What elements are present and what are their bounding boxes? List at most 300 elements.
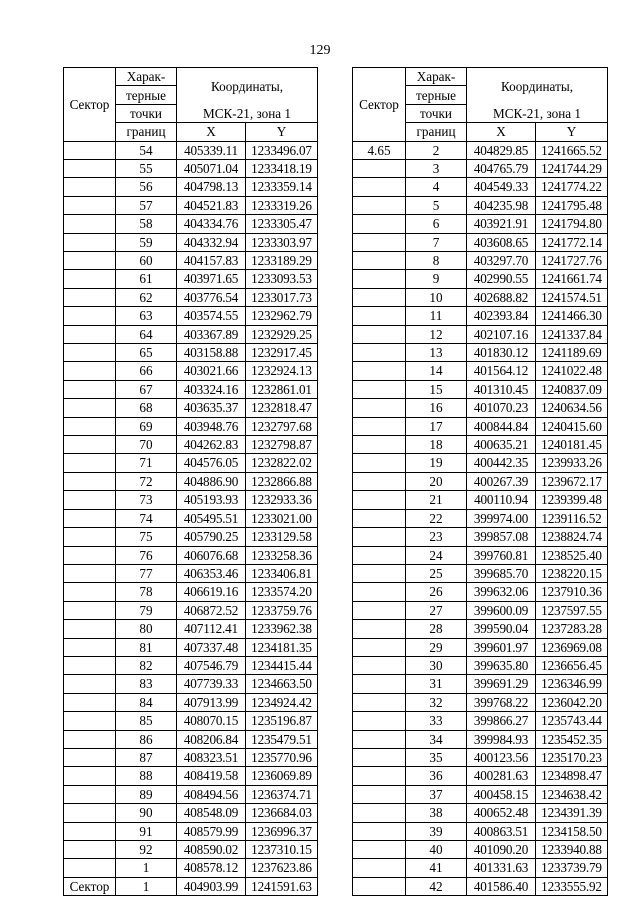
- x-coordinate-cell: 407739.33: [177, 675, 246, 693]
- y-coordinate-cell: 1236042.20: [536, 693, 608, 711]
- sector-cell: [353, 767, 406, 785]
- sector-cell: [64, 196, 116, 214]
- point-number-cell: 37: [406, 785, 467, 803]
- y-coordinate-cell: 1233319.26: [246, 196, 318, 214]
- point-number-cell: 70: [116, 436, 177, 454]
- point-number-cell: 60: [116, 252, 177, 270]
- table-row: [353, 509, 608, 527]
- x-coordinate-cell: 400652.48: [467, 804, 536, 822]
- point-number-cell: 24: [406, 546, 467, 564]
- table-row: [64, 344, 318, 362]
- point-number-cell: 17: [406, 417, 467, 435]
- y-coordinate-cell: 1233093.53: [246, 270, 318, 288]
- point-number-cell: 76: [116, 546, 177, 564]
- y-coordinate-cell: 1233962.38: [246, 620, 318, 638]
- table-row: [64, 583, 318, 601]
- point-number-cell: 15: [406, 380, 467, 398]
- sector-cell: [353, 877, 406, 895]
- sector-cell: [64, 233, 116, 251]
- sector-cell: [64, 252, 116, 270]
- table-row: [353, 436, 608, 454]
- x-coordinate-cell: 408578.12: [177, 859, 246, 877]
- sector-cell: [353, 601, 406, 619]
- point-number-cell: 36: [406, 767, 467, 785]
- table-row: [64, 841, 318, 859]
- page-number: 129: [309, 43, 331, 58]
- sector-cell: [64, 178, 116, 196]
- table-row: [64, 620, 318, 638]
- y-coordinate-cell: 1240837.09: [536, 380, 608, 398]
- table-row: [353, 233, 608, 251]
- point-number-cell: 86: [116, 730, 177, 748]
- y-coordinate-cell: 1236346.99: [536, 675, 608, 693]
- table-row: [64, 748, 318, 766]
- point-number-cell: 4: [406, 178, 467, 196]
- sector-cell: [353, 656, 406, 674]
- x-coordinate-cell: 404829.85: [467, 141, 536, 159]
- table-row: [64, 712, 318, 730]
- sector-cell: [353, 785, 406, 803]
- sector-cell: [64, 159, 116, 177]
- point-number-cell: 2: [406, 141, 467, 159]
- x-coordinate-cell: 407913.99: [177, 693, 246, 711]
- table-row: [353, 307, 608, 325]
- sector-cell: [353, 748, 406, 766]
- point-number-cell: 67: [116, 380, 177, 398]
- point-number-cell: 83: [116, 675, 177, 693]
- point-number-cell: 19: [406, 454, 467, 472]
- table-row: [64, 767, 318, 785]
- x-coordinate-cell: 400458.15: [467, 785, 536, 803]
- y-coordinate-cell: 1232924.13: [246, 362, 318, 380]
- x-coordinate-cell: 408323.51: [177, 748, 246, 766]
- table-row: [64, 215, 318, 233]
- table-row: [64, 822, 318, 840]
- table-row: [353, 638, 608, 656]
- table-row: [353, 159, 608, 177]
- y-coordinate-cell: 1233305.47: [246, 215, 318, 233]
- y-coordinate-cell: 1233359.14: [246, 178, 318, 196]
- x-coordinate-cell: 403574.55: [177, 307, 246, 325]
- x-coordinate-cell: 406353.46: [177, 564, 246, 582]
- point-number-cell: 34: [406, 730, 467, 748]
- sector-cell: [64, 380, 116, 398]
- sector-cell: [353, 583, 406, 601]
- point-number-cell: 84: [116, 693, 177, 711]
- table-row: [353, 472, 608, 490]
- table-row: [353, 748, 608, 766]
- sector-cell: [353, 270, 406, 288]
- y-coordinate-cell: 1238220.15: [536, 564, 608, 582]
- sector-cell: [64, 399, 116, 417]
- table-row: [64, 675, 318, 693]
- point-number-cell: 78: [116, 583, 177, 601]
- point-number-cell: 22: [406, 509, 467, 527]
- sector-cell: [353, 454, 406, 472]
- point-number-cell: 85: [116, 712, 177, 730]
- sector-cell: [64, 712, 116, 730]
- sector-cell: [64, 693, 116, 711]
- y-coordinate-cell: 1232929.25: [246, 325, 318, 343]
- x-coordinate-cell: 403367.89: [177, 325, 246, 343]
- table-row: [64, 325, 318, 343]
- sector-cell: [353, 344, 406, 362]
- y-coordinate-cell: 1234663.50: [246, 675, 318, 693]
- point-number-cell: 56: [116, 178, 177, 196]
- y-coordinate-cell: 1234898.47: [536, 767, 608, 785]
- point-number-cell: 54: [116, 141, 177, 159]
- x-coordinate-cell: 404798.13: [177, 178, 246, 196]
- y-coordinate-cell: 1237623.86: [246, 859, 318, 877]
- sector-cell: [64, 785, 116, 803]
- sector-cell: [353, 472, 406, 490]
- sector-cell: [64, 344, 116, 362]
- y-coordinate-cell: 1233739.79: [536, 859, 608, 877]
- y-coordinate-cell: 1236374.71: [246, 785, 318, 803]
- sector-cell: [64, 270, 116, 288]
- y-coordinate-cell: 1241794.80: [536, 215, 608, 233]
- x-coordinate-cell: 408206.84: [177, 730, 246, 748]
- x-coordinate-cell: 403921.91: [467, 215, 536, 233]
- table-row: [353, 270, 608, 288]
- y-coordinate-cell: 1236656.45: [536, 656, 608, 674]
- x-coordinate-cell: 407546.79: [177, 656, 246, 674]
- sector-cell: [64, 748, 116, 766]
- x-coordinate-cell: 403608.65: [467, 233, 536, 251]
- point-number-cell: 16: [406, 399, 467, 417]
- coords-header: [467, 68, 608, 105]
- point-number-cell: 59: [116, 233, 177, 251]
- sector-cell: [64, 141, 116, 159]
- x-coordinate-cell: 401564.12: [467, 362, 536, 380]
- point-number-cell: 87: [116, 748, 177, 766]
- point-number-cell: 80: [116, 620, 177, 638]
- coordinates-table-right: [352, 67, 608, 896]
- sector-cell: [64, 767, 116, 785]
- sector-cell: Сектор: [64, 877, 116, 895]
- coords-header-line: Координаты,: [210, 78, 283, 94]
- point-number-cell: 74: [116, 509, 177, 527]
- table-row: [353, 841, 608, 859]
- y-coordinate-cell: 1233574.20: [246, 583, 318, 601]
- table-row: [353, 730, 608, 748]
- x-coordinate-cell: 403158.88: [177, 344, 246, 362]
- y-coordinate-cell: 1241661.74: [536, 270, 608, 288]
- coordinates-body-right: [353, 141, 608, 896]
- x-coordinate-cell: 400442.35: [467, 454, 536, 472]
- y-coordinate-cell: 1239672.17: [536, 472, 608, 490]
- x-coordinate-cell: 405193.93: [177, 491, 246, 509]
- table-row: [353, 583, 608, 601]
- table-row: [353, 767, 608, 785]
- sector-cell: [64, 564, 116, 582]
- sector-cell: [353, 288, 406, 306]
- table-row: [64, 491, 318, 509]
- sector-cell: [353, 564, 406, 582]
- y-coordinate-cell: 1234181.35: [246, 638, 318, 656]
- x-coordinate-cell: 401070.23: [467, 399, 536, 417]
- x-coordinate-cell: 401331.63: [467, 859, 536, 877]
- y-coordinate-cell: 1232933.36: [246, 491, 318, 509]
- x-coordinate-cell: 408579.99: [177, 822, 246, 840]
- table-row: [353, 141, 608, 159]
- table-row: [353, 196, 608, 214]
- sector-cell: [353, 252, 406, 270]
- y-coordinate-cell: 1241337.84: [536, 325, 608, 343]
- table-row: [64, 399, 318, 417]
- sector-cell: [353, 380, 406, 398]
- table-row: [64, 380, 318, 398]
- y-coordinate-cell: 1240415.60: [536, 417, 608, 435]
- sector-cell: [353, 436, 406, 454]
- table-row: [353, 288, 608, 306]
- x-coordinate-cell: 399974.00: [467, 509, 536, 527]
- table-row: [64, 528, 318, 546]
- y-coordinate-cell: 1241591.63: [246, 877, 318, 895]
- sector-cell: [353, 620, 406, 638]
- table-row: [64, 307, 318, 325]
- x-coordinate-cell: 399691.29: [467, 675, 536, 693]
- sector-cell: [353, 822, 406, 840]
- point-number-cell: 79: [116, 601, 177, 619]
- x-coordinate-cell: 400267.39: [467, 472, 536, 490]
- point-number-cell: 73: [116, 491, 177, 509]
- sector-cell: [353, 693, 406, 711]
- sector-cell: [353, 417, 406, 435]
- table-row: [353, 178, 608, 196]
- point-number-cell: 38: [406, 804, 467, 822]
- point-number-cell: 42: [406, 877, 467, 895]
- sector-cell: [64, 215, 116, 233]
- sector-cell: [353, 546, 406, 564]
- table-row: [353, 252, 608, 270]
- x-coordinate-cell: 408548.09: [177, 804, 246, 822]
- point-number-cell: 69: [116, 417, 177, 435]
- x-coordinate-cell: 403324.16: [177, 380, 246, 398]
- point-number-cell: 82: [116, 656, 177, 674]
- point-number-cell: 58: [116, 215, 177, 233]
- sector-cell: [64, 583, 116, 601]
- point-number-cell: 75: [116, 528, 177, 546]
- y-coordinate-cell: 1236996.37: [246, 822, 318, 840]
- table-row: [64, 472, 318, 490]
- points-header-line: терные: [406, 86, 467, 104]
- point-number-cell: 64: [116, 325, 177, 343]
- x-coordinate-cell: 403971.65: [177, 270, 246, 288]
- y-coordinate-cell: 1232822.02: [246, 454, 318, 472]
- x-coordinate-cell: 403021.66: [177, 362, 246, 380]
- x-coordinate-cell: 403948.76: [177, 417, 246, 435]
- sector-cell: [353, 325, 406, 343]
- x-coordinate-cell: 404886.90: [177, 472, 246, 490]
- coords-header-line: МСК-21, зона 1: [177, 104, 318, 122]
- y-coordinate-cell: 1233189.29: [246, 252, 318, 270]
- y-coordinate-cell: 1239399.48: [536, 491, 608, 509]
- table-row: [353, 380, 608, 398]
- sector-cell: [64, 491, 116, 509]
- sector-cell: [353, 712, 406, 730]
- x-coordinate-cell: 402990.55: [467, 270, 536, 288]
- x-coordinate-cell: 399866.27: [467, 712, 536, 730]
- sector-cell: [64, 472, 116, 490]
- point-number-cell: 31: [406, 675, 467, 693]
- sector-cell: [64, 436, 116, 454]
- point-number-cell: 10: [406, 288, 467, 306]
- point-number-cell: 6: [406, 215, 467, 233]
- point-number-cell: 33: [406, 712, 467, 730]
- x-coordinate-cell: 399635.80: [467, 656, 536, 674]
- y-coordinate-cell: 1235479.51: [246, 730, 318, 748]
- sector-cell: [353, 491, 406, 509]
- table-row: [64, 196, 318, 214]
- y-coordinate-cell: 1241744.29: [536, 159, 608, 177]
- sector-cell: [64, 841, 116, 859]
- table-row: [64, 509, 318, 527]
- point-number-cell: 62: [116, 288, 177, 306]
- point-number-cell: 20: [406, 472, 467, 490]
- point-number-cell: 11: [406, 307, 467, 325]
- sector-cell: [64, 454, 116, 472]
- point-number-cell: 65: [116, 344, 177, 362]
- table-row: [64, 601, 318, 619]
- table-row: [353, 325, 608, 343]
- point-number-cell: 21: [406, 491, 467, 509]
- x-coordinate-cell: 407337.48: [177, 638, 246, 656]
- x-coordinate-cell: 408419.58: [177, 767, 246, 785]
- point-number-cell: 91: [116, 822, 177, 840]
- sector-cell: [64, 859, 116, 877]
- y-coordinate-cell: 1232818.47: [246, 399, 318, 417]
- point-number-cell: 14: [406, 362, 467, 380]
- y-coordinate-cell: 1237910.36: [536, 583, 608, 601]
- x-coordinate-cell: 399685.70: [467, 564, 536, 582]
- y-coordinate-cell: 1235770.96: [246, 748, 318, 766]
- sector-cell: [353, 233, 406, 251]
- x-coordinate-cell: 404549.33: [467, 178, 536, 196]
- table-row: [353, 362, 608, 380]
- table-row: [353, 804, 608, 822]
- x-coordinate-cell: 408070.15: [177, 712, 246, 730]
- table-row: [64, 436, 318, 454]
- x-coordinate-cell: 404334.76: [177, 215, 246, 233]
- table-row: [64, 288, 318, 306]
- sector-header: Сектор: [64, 68, 116, 142]
- coords-header: [177, 68, 318, 105]
- point-number-cell: 29: [406, 638, 467, 656]
- y-coordinate-cell: 1234924.42: [246, 693, 318, 711]
- x-coordinate-cell: 406619.16: [177, 583, 246, 601]
- table-row: [353, 675, 608, 693]
- sector-cell: [353, 804, 406, 822]
- x-header: X: [177, 123, 246, 141]
- sector-cell: [64, 288, 116, 306]
- table-row: [353, 215, 608, 233]
- y-coordinate-cell: 1235743.44: [536, 712, 608, 730]
- table-row: [353, 601, 608, 619]
- point-number-cell: 81: [116, 638, 177, 656]
- x-coordinate-cell: 405790.25: [177, 528, 246, 546]
- y-coordinate-cell: 1234391.39: [536, 804, 608, 822]
- point-number-cell: 27: [406, 601, 467, 619]
- points-header-line: границ: [406, 123, 467, 141]
- x-coordinate-cell: 407112.41: [177, 620, 246, 638]
- point-number-cell: 41: [406, 859, 467, 877]
- x-coordinate-cell: 403776.54: [177, 288, 246, 306]
- x-coordinate-cell: 403297.70: [467, 252, 536, 270]
- x-coordinate-cell: 405071.04: [177, 159, 246, 177]
- sector-cell: [64, 601, 116, 619]
- table-row: [353, 712, 608, 730]
- table-row: [64, 417, 318, 435]
- x-header: X: [467, 123, 536, 141]
- x-coordinate-cell: 404576.05: [177, 454, 246, 472]
- x-coordinate-cell: 399768.22: [467, 693, 536, 711]
- x-coordinate-cell: 406076.68: [177, 546, 246, 564]
- y-coordinate-cell: 1232866.88: [246, 472, 318, 490]
- sector-cell: [353, 638, 406, 656]
- x-coordinate-cell: 404521.83: [177, 196, 246, 214]
- y-coordinate-cell: 1232917.45: [246, 344, 318, 362]
- table-row: [353, 528, 608, 546]
- sector-cell: [353, 362, 406, 380]
- x-coordinate-cell: 400635.21: [467, 436, 536, 454]
- point-number-cell: 8: [406, 252, 467, 270]
- y-coordinate-cell: 1241189.69: [536, 344, 608, 362]
- y-coordinate-cell: 1241795.48: [536, 196, 608, 214]
- y-coordinate-cell: 1233129.58: [246, 528, 318, 546]
- sector-cell: [64, 804, 116, 822]
- y-coordinate-cell: 1233759.76: [246, 601, 318, 619]
- coordinates-body-left: [64, 141, 318, 896]
- y-coordinate-cell: 1233258.36: [246, 546, 318, 564]
- y-coordinate-cell: 1236069.89: [246, 767, 318, 785]
- point-number-cell: 71: [116, 454, 177, 472]
- point-number-cell: 26: [406, 583, 467, 601]
- point-number-cell: 5: [406, 196, 467, 214]
- points-header-line: терные: [116, 86, 177, 104]
- table-row: [353, 785, 608, 803]
- y-coordinate-cell: 1241574.51: [536, 288, 608, 306]
- sector-cell: [353, 528, 406, 546]
- point-number-cell: 1: [116, 877, 177, 895]
- table-row: [353, 620, 608, 638]
- sector-cell: [353, 841, 406, 859]
- x-coordinate-cell: 406872.52: [177, 601, 246, 619]
- y-coordinate-cell: 1237597.55: [536, 601, 608, 619]
- sector-cell: [353, 399, 406, 417]
- sector-cell: [64, 307, 116, 325]
- y-coordinate-cell: 1241774.22: [536, 178, 608, 196]
- y-coordinate-cell: 1241022.48: [536, 362, 608, 380]
- sector-cell: [353, 730, 406, 748]
- y-coordinate-cell: 1238824.74: [536, 528, 608, 546]
- y-coordinate-cell: 1241772.14: [536, 233, 608, 251]
- x-coordinate-cell: 404903.99: [177, 877, 246, 895]
- y-coordinate-cell: 1233406.81: [246, 564, 318, 582]
- point-number-cell: 40: [406, 841, 467, 859]
- x-coordinate-cell: 399760.81: [467, 546, 536, 564]
- x-coordinate-cell: 401586.40: [467, 877, 536, 895]
- point-number-cell: 92: [116, 841, 177, 859]
- points-header-line: границ: [116, 123, 177, 141]
- y-coordinate-cell: 1232962.79: [246, 307, 318, 325]
- point-number-cell: 23: [406, 528, 467, 546]
- sector-cell: [353, 859, 406, 877]
- point-number-cell: 89: [116, 785, 177, 803]
- x-coordinate-cell: 404262.83: [177, 436, 246, 454]
- x-coordinate-cell: 401090.20: [467, 841, 536, 859]
- point-number-cell: 12: [406, 325, 467, 343]
